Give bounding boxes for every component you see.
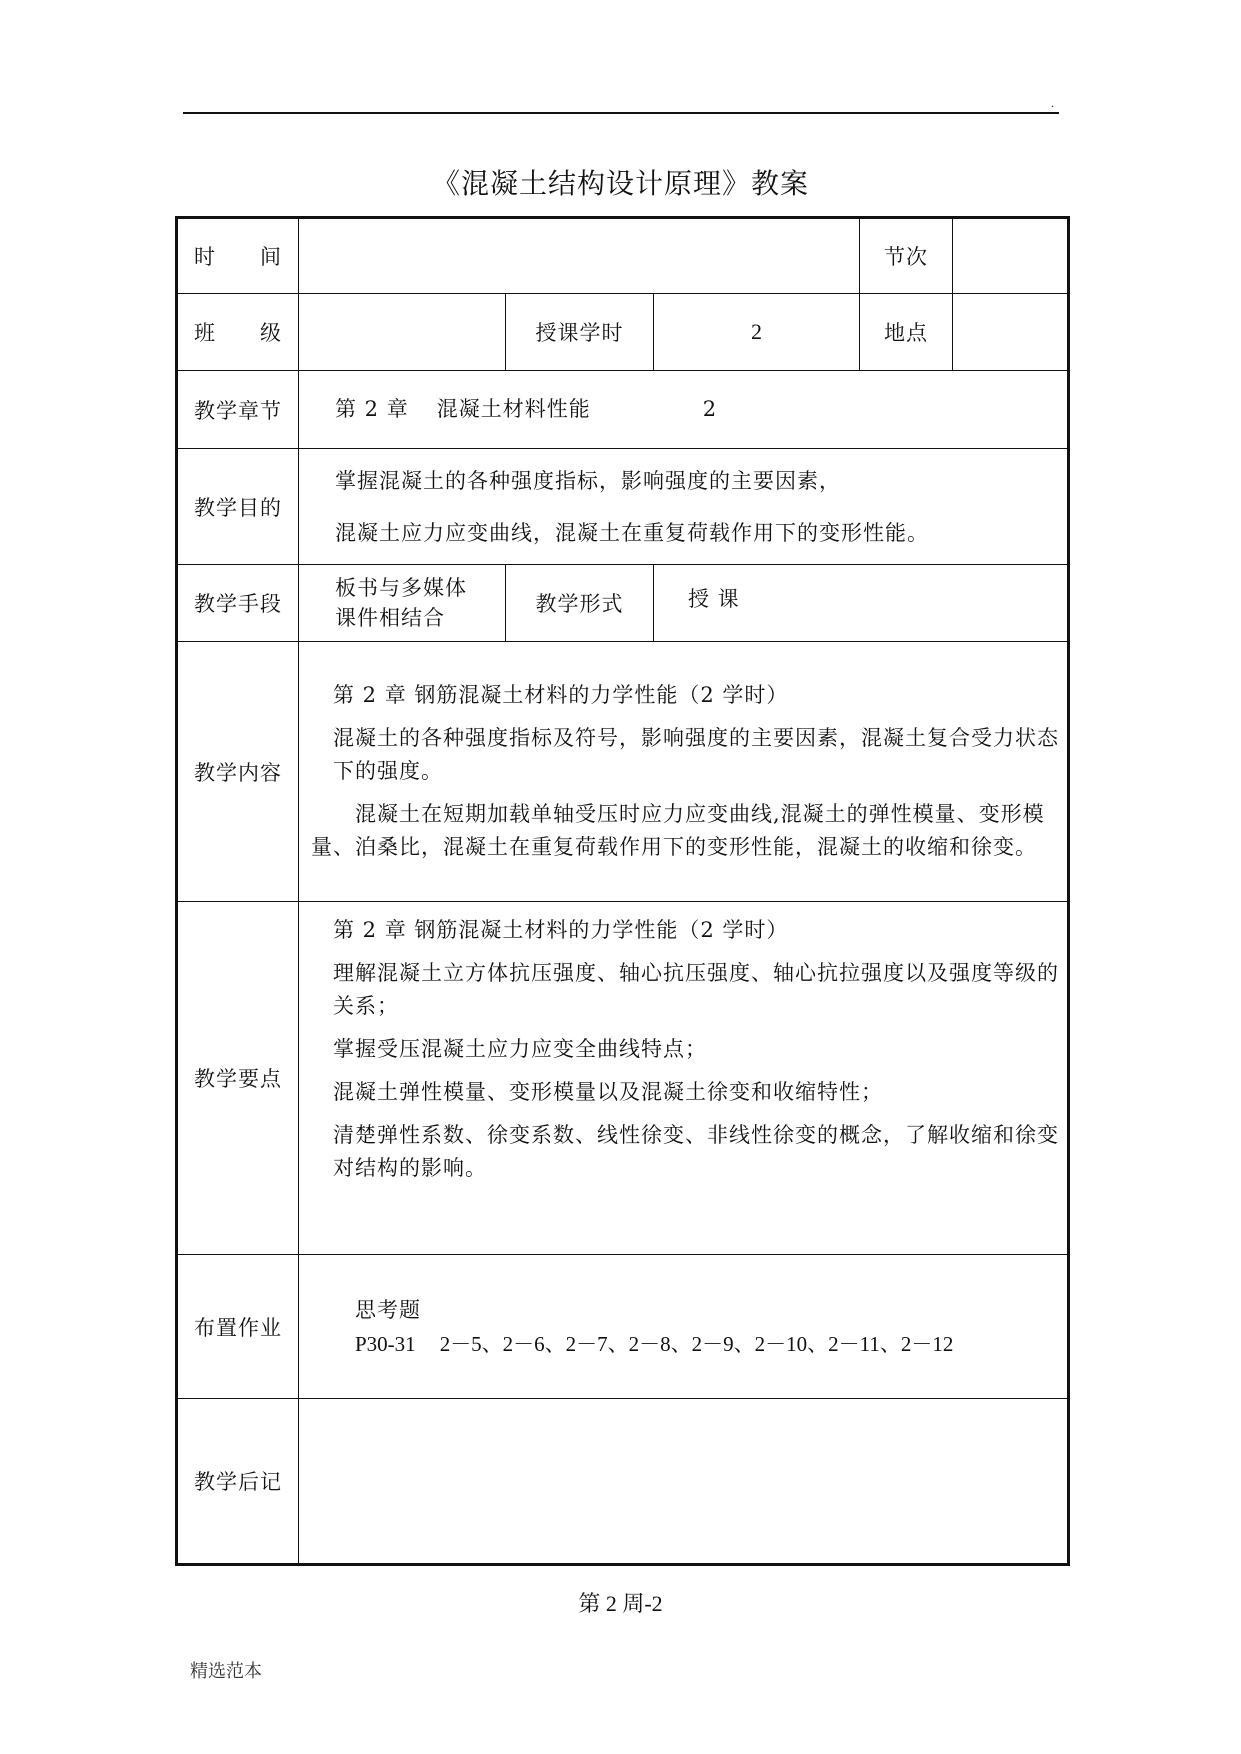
keypoints-value: [299, 902, 1069, 1255]
row-notes: [177, 1399, 1069, 1565]
form-label: 教学形式: [506, 565, 654, 642]
keypoint-item: 混凝土弹性模量、变形模量以及混凝土徐变和收缩特性；: [333, 1080, 883, 1104]
hours-value: 2: [654, 294, 860, 371]
notes-label: 教学后记: [177, 1399, 299, 1565]
homework-label: 布置作业: [177, 1255, 299, 1399]
section-label: 节次: [860, 218, 953, 294]
homework-value: [299, 1255, 1069, 1399]
row-chapter: [177, 371, 1069, 449]
keypoints-label: 教学要点: [177, 902, 299, 1255]
content-paragraph-2: 混凝土在短期加载单轴受压时应力应变曲线,混凝土的弹性模量、变形模量、泊桑比，混凝土在重复荷载作用下的变形性能，混凝土的收缩和徐变。: [311, 802, 1045, 859]
chapter-number: 第 2 章: [335, 397, 409, 421]
keypoint-item: 掌握受压混凝土应力应变全曲线特点；: [333, 1037, 707, 1061]
objective-value: [299, 449, 1069, 565]
class-value: [299, 294, 506, 371]
time-label: 时 间: [177, 218, 299, 294]
row-class: [177, 294, 1069, 371]
row-means: [177, 565, 1069, 642]
lesson-plan-table: [175, 216, 1070, 1566]
objective-line-1: 掌握混凝土的各种强度指标，影响强度的主要因素，: [335, 468, 841, 493]
row-time: [177, 218, 1069, 294]
time-value: [299, 218, 860, 294]
content-value: [299, 642, 1069, 902]
hours-label: 授课学时: [506, 294, 654, 371]
content-label: 教学内容: [177, 642, 299, 902]
objective-line-2: 混凝土应力应变曲线，混凝土在重复荷载作用下的变形性能。: [335, 520, 929, 545]
place-label: 地点: [860, 294, 953, 371]
class-label: 班 级: [177, 294, 299, 371]
chapter-value: [299, 371, 1069, 449]
place-value: [953, 294, 1069, 371]
means-label: 教学手段: [177, 565, 299, 642]
homework-pages: P30-31: [355, 1331, 416, 1356]
homework-problems: [355, 1327, 1067, 1361]
content-paragraph-1: 混凝土的各种强度指标及符号，影响强度的主要因素，混凝土复合受力状态下的强度。: [333, 726, 1059, 783]
footer-week: 第 2 周-2: [578, 1591, 663, 1616]
content-heading: 第 2 章 钢筋混凝土材料的力学性能（2 学时）: [333, 683, 789, 707]
notes-value: [299, 1399, 1069, 1565]
form-value: 授 课: [654, 565, 1069, 642]
keypoint-item: 理解混凝土立方体抗压强度、轴心抗压强度、轴心抗拉强度以及强度等级的关系；: [333, 961, 1059, 1018]
means-line-2: 课件相结合: [335, 606, 445, 630]
means-line-1: 板书与多媒体: [335, 576, 467, 600]
keypoint-item: 清楚弹性系数、徐变系数、线性徐变、非线性徐变的概念，了解收缩和徐变对结构的影响。: [333, 1123, 1059, 1180]
means-value: [299, 565, 506, 642]
section-value: [953, 218, 1069, 294]
objective-label: 教学目的: [177, 449, 299, 565]
row-homework: [177, 1255, 1069, 1399]
document-title: 《混凝土结构设计原理》教案: [431, 167, 809, 200]
keypoints-heading: 第 2 章 钢筋混凝土材料的力学性能（2 学时）: [333, 918, 789, 942]
homework-title: 思考题: [355, 1297, 421, 1322]
row-keypoints: [177, 902, 1069, 1255]
homework-problem-list: 2－5、2－6、2－7、2－8、2－9、2－10、2－11、2－12: [439, 1331, 954, 1356]
chapter-title: 混凝土材料性能: [436, 397, 591, 421]
row-content: [177, 642, 1069, 902]
header-dot: .: [1051, 96, 1054, 110]
chapter-hours: 2: [702, 397, 718, 421]
chapter-label: 教学章节: [177, 371, 299, 449]
row-objective: [177, 449, 1069, 565]
footer-note: 精选范本: [190, 1661, 262, 1682]
header-rule: [183, 112, 1059, 114]
